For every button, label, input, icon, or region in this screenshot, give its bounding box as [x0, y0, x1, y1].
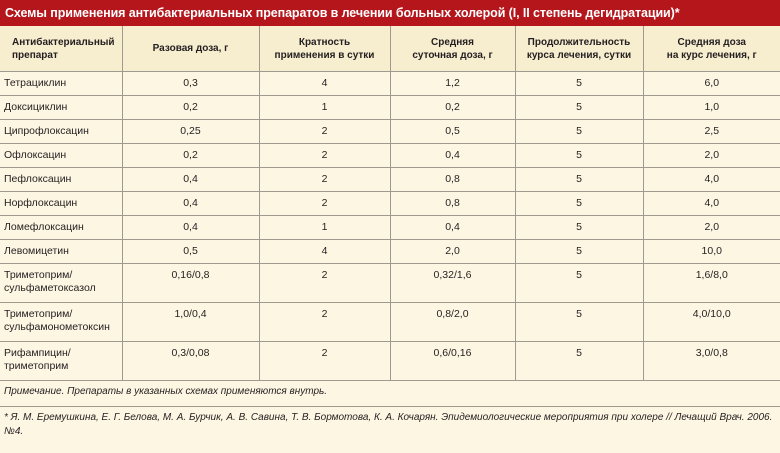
frequency-cell: 1 — [259, 216, 390, 240]
duration-cell: 5 — [515, 144, 643, 168]
daily-dose-cell: 2,0 — [390, 240, 515, 264]
single-dose-cell: 0,4 — [122, 216, 259, 240]
frequency-cell: 1 — [259, 96, 390, 120]
column-header-frequency: Кратность применения в сутки — [259, 26, 390, 72]
source-footnote: * Я. М. Еремушкина, Е. Г. Белова, М. А. Бурчик, А. В. Савина, Т. В. Бормотова, К. А. Кочарян. Эпидемиологические мероприятия при холере // Лечащий Врач. 2006. №4. — [4, 412, 773, 437]
drug-name-cell: Пефлоксацин — [0, 168, 122, 192]
drug-name-cell: Тетрациклин — [0, 72, 122, 96]
daily-dose-cell: 0,5 — [390, 120, 515, 144]
daily-dose-cell: 0,8 — [390, 168, 515, 192]
course-dose-cell: 4,0 — [643, 192, 780, 216]
table-title: Схемы применения антибактериальных препаратов в лечении больных холерой (I, II степень дегидратации)* — [0, 0, 780, 26]
daily-dose-cell: 0,2 — [390, 96, 515, 120]
duration-cell: 5 — [515, 120, 643, 144]
table-body — [0, 72, 780, 381]
course-dose-cell: 4,0/10,0 — [643, 303, 780, 342]
duration-cell: 5 — [515, 264, 643, 303]
single-dose-cell: 1,0/0,4 — [122, 303, 259, 342]
course-dose-cell: 1,0 — [643, 96, 780, 120]
dosage-table — [0, 26, 780, 381]
frequency-cell: 4 — [259, 240, 390, 264]
table-row — [0, 240, 780, 264]
drug-name-cell: Офлоксацин — [0, 144, 122, 168]
table-row — [0, 342, 780, 381]
table-row — [0, 192, 780, 216]
table-row — [0, 303, 780, 342]
course-dose-cell: 3,0/0,8 — [643, 342, 780, 381]
single-dose-cell: 0,4 — [122, 168, 259, 192]
table-row — [0, 216, 780, 240]
single-dose-cell: 0,3/0,08 — [122, 342, 259, 381]
table-note: Примечание. Препараты в указанных схемах применяются внутрь. — [4, 386, 328, 397]
drug-name-cell: Норфлоксацин — [0, 192, 122, 216]
single-dose-cell: 0,4 — [122, 192, 259, 216]
drug-name-cell: Триметоприм/ сульфамонометоксин — [0, 303, 122, 342]
single-dose-cell: 0,2 — [122, 96, 259, 120]
column-header-single-dose: Разовая доза, г — [122, 26, 259, 72]
course-dose-cell: 6,0 — [643, 72, 780, 96]
column-header-course-dose: Средняя доза на курс лечения, г — [643, 26, 780, 72]
duration-cell: 5 — [515, 168, 643, 192]
daily-dose-cell: 1,2 — [390, 72, 515, 96]
duration-cell: 5 — [515, 240, 643, 264]
frequency-cell: 2 — [259, 144, 390, 168]
daily-dose-cell: 0,8/2,0 — [390, 303, 515, 342]
drug-name-cell: Левомицетин — [0, 240, 122, 264]
single-dose-cell: 0,25 — [122, 120, 259, 144]
table-row — [0, 168, 780, 192]
drug-name-cell: Ципрофлоксацин — [0, 120, 122, 144]
daily-dose-cell: 0,6/0,16 — [390, 342, 515, 381]
single-dose-cell: 0,2 — [122, 144, 259, 168]
frequency-cell: 2 — [259, 342, 390, 381]
table-row — [0, 96, 780, 120]
frequency-cell: 2 — [259, 120, 390, 144]
course-dose-cell: 2,0 — [643, 216, 780, 240]
frequency-cell: 2 — [259, 264, 390, 303]
single-dose-cell: 0,3 — [122, 72, 259, 96]
table-row — [0, 120, 780, 144]
course-dose-cell: 4,0 — [643, 168, 780, 192]
frequency-cell: 4 — [259, 72, 390, 96]
frequency-cell: 2 — [259, 303, 390, 342]
drug-name-cell: Триметоприм/ сульфаметоксазол — [0, 264, 122, 303]
header-row — [0, 26, 780, 72]
daily-dose-cell: 0,4 — [390, 216, 515, 240]
duration-cell: 5 — [515, 303, 643, 342]
table-row — [0, 72, 780, 96]
column-header-daily-dose: Средняя суточная доза, г — [390, 26, 515, 72]
daily-dose-cell: 0,4 — [390, 144, 515, 168]
drug-name-cell: Доксициклин — [0, 96, 122, 120]
single-dose-cell: 0,16/0,8 — [122, 264, 259, 303]
frequency-cell: 2 — [259, 168, 390, 192]
drug-name-cell: Рифампицин/ триметоприм — [0, 342, 122, 381]
duration-cell: 5 — [515, 216, 643, 240]
drug-name-cell: Ломефлоксацин — [0, 216, 122, 240]
course-dose-cell: 2,0 — [643, 144, 780, 168]
daily-dose-cell: 0,32/1,6 — [390, 264, 515, 303]
column-header-duration: Продолжительность курса лечения, сутки — [515, 26, 643, 72]
duration-cell: 5 — [515, 72, 643, 96]
duration-cell: 5 — [515, 96, 643, 120]
course-dose-cell: 1,6/8,0 — [643, 264, 780, 303]
single-dose-cell: 0,5 — [122, 240, 259, 264]
table-row — [0, 144, 780, 168]
daily-dose-cell: 0,8 — [390, 192, 515, 216]
course-dose-cell: 2,5 — [643, 120, 780, 144]
duration-cell: 5 — [515, 192, 643, 216]
duration-cell: 5 — [515, 342, 643, 381]
column-header-drug: Антибактериальный препарат — [0, 26, 122, 72]
frequency-cell: 2 — [259, 192, 390, 216]
table-row — [0, 264, 780, 303]
course-dose-cell: 10,0 — [643, 240, 780, 264]
